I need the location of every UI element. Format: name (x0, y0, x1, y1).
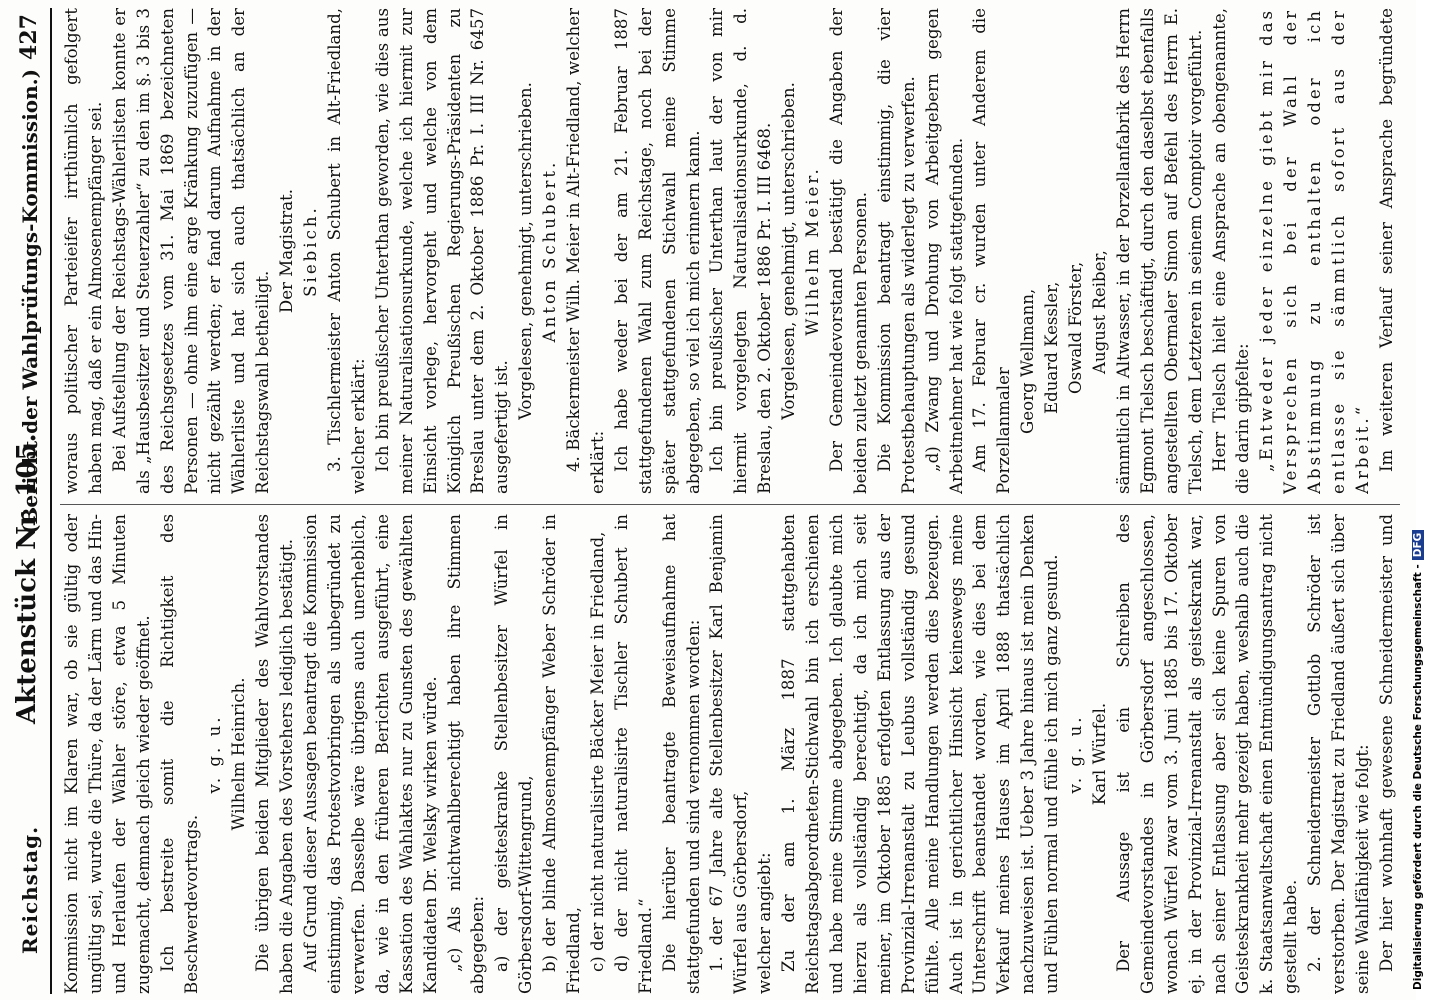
signature-name: Siebich. (301, 205, 321, 297)
paragraph: Die Kommission beantragt einstimmig, die vier Protestbehauptungen als widerlegt zu verwerfen. (874, 8, 918, 494)
paragraph: Ich bestreite somit die Richtigkeit des Beschwerdevortrags. (157, 514, 201, 994)
paragraph: „d) Zwang und Drohung von Arbeitgebern gegen Arbeitnehmer hat wie folgt stattgefunden. (922, 8, 966, 494)
rotated-page-content (8, 8, 1408, 994)
signature-abbrev: v. g. u. (205, 714, 225, 794)
name-list-item: Oswald Förster, (1066, 261, 1086, 394)
list-item: d) der nicht naturalisirte Tischler Schubert in Friedland.“ (611, 514, 655, 994)
list-item: 4. Bäckermeister Wilh. Meier in Alt-Friedland, welcher erklärt: (564, 8, 607, 494)
signature-name: Anton Schubert. (540, 159, 560, 343)
list-item: 2. der Schneidermeister Gottlob Schröder ist verstorben. Der Magistrat zu Friedland äußert sich über seine Wahlfähigkeit wie folgt: (1305, 514, 1372, 994)
paragraph: sämmtlich in Altwasser, in der Porzellanfabrik des Herrn Egmont Tielsch beschäftigt, durch den daselbst ebenfalls angestellten Obermaler Simon auf Befehl des Herrn E. Tielsch, dem Letzteren in seinem Comptoir vorgeführt. (1113, 8, 1205, 494)
signature-name: Karl Würfel. (1089, 702, 1109, 806)
page-number: 427 (16, 14, 42, 60)
header-right: (Bericht der Wahlprüfungs-Kommission.) (18, 68, 42, 534)
list-item: 3. Tischlermeister Anton Schubert in Alt-Friedland, welcher erklärt: (324, 8, 368, 494)
header-left: Reichstag. (18, 825, 42, 954)
digitization-text: Digitalisierung gefördert durch die Deutsche Forschungsgemeinschaft - (1412, 564, 1424, 990)
quote: „Entweder jeder einzelne giebt mir das Versprechen sich bei der Wahl der Abstimmung zu enthalten oder ich entlasse sie sämmtlich sofort aus der Arbeit.“ (1257, 8, 1372, 494)
signature-name: Wilhelm Heinrich. (229, 677, 249, 831)
paragraph: Die hierüber beantragte Beweisaufnahme hat stattgefunden und sind vernommen worden: (659, 514, 703, 994)
column-divider (60, 504, 1400, 505)
name-list-item: August Reiber, (1089, 250, 1109, 374)
right-column (60, 8, 1400, 494)
dfg-logo: DFG (1412, 530, 1424, 561)
paragraph: Der Gemeindevorstand bestätigt die Angaben der beiden zuletzt genannten Personen. (827, 8, 870, 494)
paragraph: Herr Tielsch hielt eine Ansprache an obengenannte, die darin gipfelte: (1209, 8, 1253, 494)
paragraph: Der Aussage ist ein Schreiben des Gemeindevorstandes in Görbersdorf angeschlossen, wonach Würfel zwar vom 3. Juni 1885 bis 17. Oktober ej. in der Provinzial-Irrenanstalt als geisteskrank war, nach seiner Entlassung aber sich keine Spuren von Geisteskrankheit mehr gezeigt haben, weshalb auch die k. Staatsanwaltschaft einen Entmündigungsantrag nicht gestellt habe. (1113, 514, 1301, 994)
paragraph: Der hier wohnhaft gewesene Schneidermeister und (1376, 514, 1396, 972)
paragraph: Kommission nicht im Klaren war, ob sie gültig oder ungültig sei, wurde die Thüre, da der Lärm und das Hin- und Herlaufen der Wähler störe, etwa 5 Minuten zugemacht, demnach gleich wieder geöffnet. (62, 514, 153, 994)
paragraph: woraus politischer Parteieifer irrthümlich gefolgert haben mag, daß er ein Almosenempfänger sei. (62, 8, 105, 494)
paragraph: Am 17. Februar cr. wurden unter Anderem die Porzellanmaler (970, 8, 1014, 494)
left-column (60, 514, 1400, 994)
signature-title: Der Magistrat. (277, 188, 297, 314)
list-item: 1. der 67 Jahre alte Stellenbesitzer Karl Benjamin Würfel aus Görbersdorf, (707, 514, 751, 994)
list-item: b) der blinde Almosenempfänger Weber Schröder in Friedland, (540, 514, 584, 994)
page-header (8, 8, 52, 994)
paragraph: Ich bin preußischer Unterthan laut der von mir hiermit vorgelegten Naturalisationsurkunde, d. d. Breslau, den 2. Oktober 1886 Pr. I. III 6468. (707, 8, 775, 494)
paragraph: Im weiteren Verlauf seiner Ansprache begründete (1376, 8, 1396, 472)
paragraph: Bei Aufstellung der Reichstags-Wählerlisten konnte er als „Hausbesitzer und Steuerzahler“ zu den im §. 3 bis 3 des Reichsgesetzes vom 31. Mai 1869 bezeichneten Personen — ohne ihm eine arge Kränkung zuzufügen — nicht gezählt werden; er fand darum Aufnahme in der Wählerliste und hat sich auch thatsächlich an der Reichstagswahl betheiligt. (109, 8, 273, 494)
list-item: c) der nicht naturalisirte Bäcker Meier in Friedland, (587, 531, 607, 972)
paragraph: Ich habe weder bei der am 21. Februar 1887 stattgefundenen Wahl zum Reichstage, noch bei der später stattgefundenen Stichwahl meine Stimme abgegeben, so viel ich mich erinnern kann. (611, 8, 703, 494)
name-list-item: Eduard Kessler, (1042, 281, 1062, 414)
digitization-note (1412, 530, 1424, 990)
paragraph: welcher angiebt: (755, 852, 775, 994)
paragraph: Die übrigen beiden Mitglieder des Wahlvorstandes haben die Angaben des Vorstehers lediglich bestätigt. (253, 514, 297, 994)
paragraph: Zu der am 1. März 1887 stattgehabten Reichstagsabgeordneten-Stichwahl bin ich erschienen und habe meine Stimme abgegeben. Ich glaubte mich hierzu als vollständig berechtigt, da ich mich seit meiner, im Oktober 1885 erfolgten Entlassung aus der Provinzial-Irrenanstalt zu Leubus vollständig gesund fühlte. Alle meine Handlungen werden dies bezeugen. Auch ist in gerichtlicher Hinsicht keineswegs meine Unterschrift beanstandet worden, wie dies bei dem Verkauf meines Hauses im April 1888 thatsächlich nachzuweisen ist. Ueber 3 Jahre hinaus ist mein Denken und Fühlen normal und fühle ich mich ganz gesund. (779, 514, 1062, 994)
signature-abbrev: v. g. u. (1066, 714, 1086, 794)
name-list-item: Georg Wellmann, (1018, 288, 1038, 434)
paragraph: „c) Als nichtwahlberechtigt haben ihre Stimmen abgegeben: (444, 514, 488, 994)
signature-note: Vorgelesen, genehmigt, unterschrieben. (779, 82, 799, 420)
list-item: a) der geisteskranke Stellenbesitzer Würfel in Görbersdorf-Wittengrund, (492, 514, 536, 994)
paragraph: Auf Grund dieser Aussagen beantragt die Kommission einstimmig, das Protestvorbringen als unbegründet zu verwerfen. Dasselbe wäre übrigens auch unerheblich, da, wie in den früheren Berichten ausgeführt, eine Kassation des Wahlaktes nur zu Gunsten des gewählten Kandidaten Dr. Welsky wirken würde. (301, 514, 440, 994)
signature-name: Wilhelm Meier. (803, 166, 823, 336)
signature-note: Vorgelesen, genehmigt, unterschrieben. (516, 82, 536, 420)
paragraph: Ich bin preußischer Unterthan geworden, wie dies aus meiner Naturalisationsurkunde, welche ich hiermit zur Einsicht vorlege, hervorgeht und welche von dem Königlich Preußischen Regierungs-Präsidenten zu Breslau unter dem 2. Oktober 1886 Pr. I. III Nr. 6457 ausgefertigt ist. (372, 8, 512, 494)
header-document-number: Aktenstück Nr. 105. (12, 433, 42, 724)
